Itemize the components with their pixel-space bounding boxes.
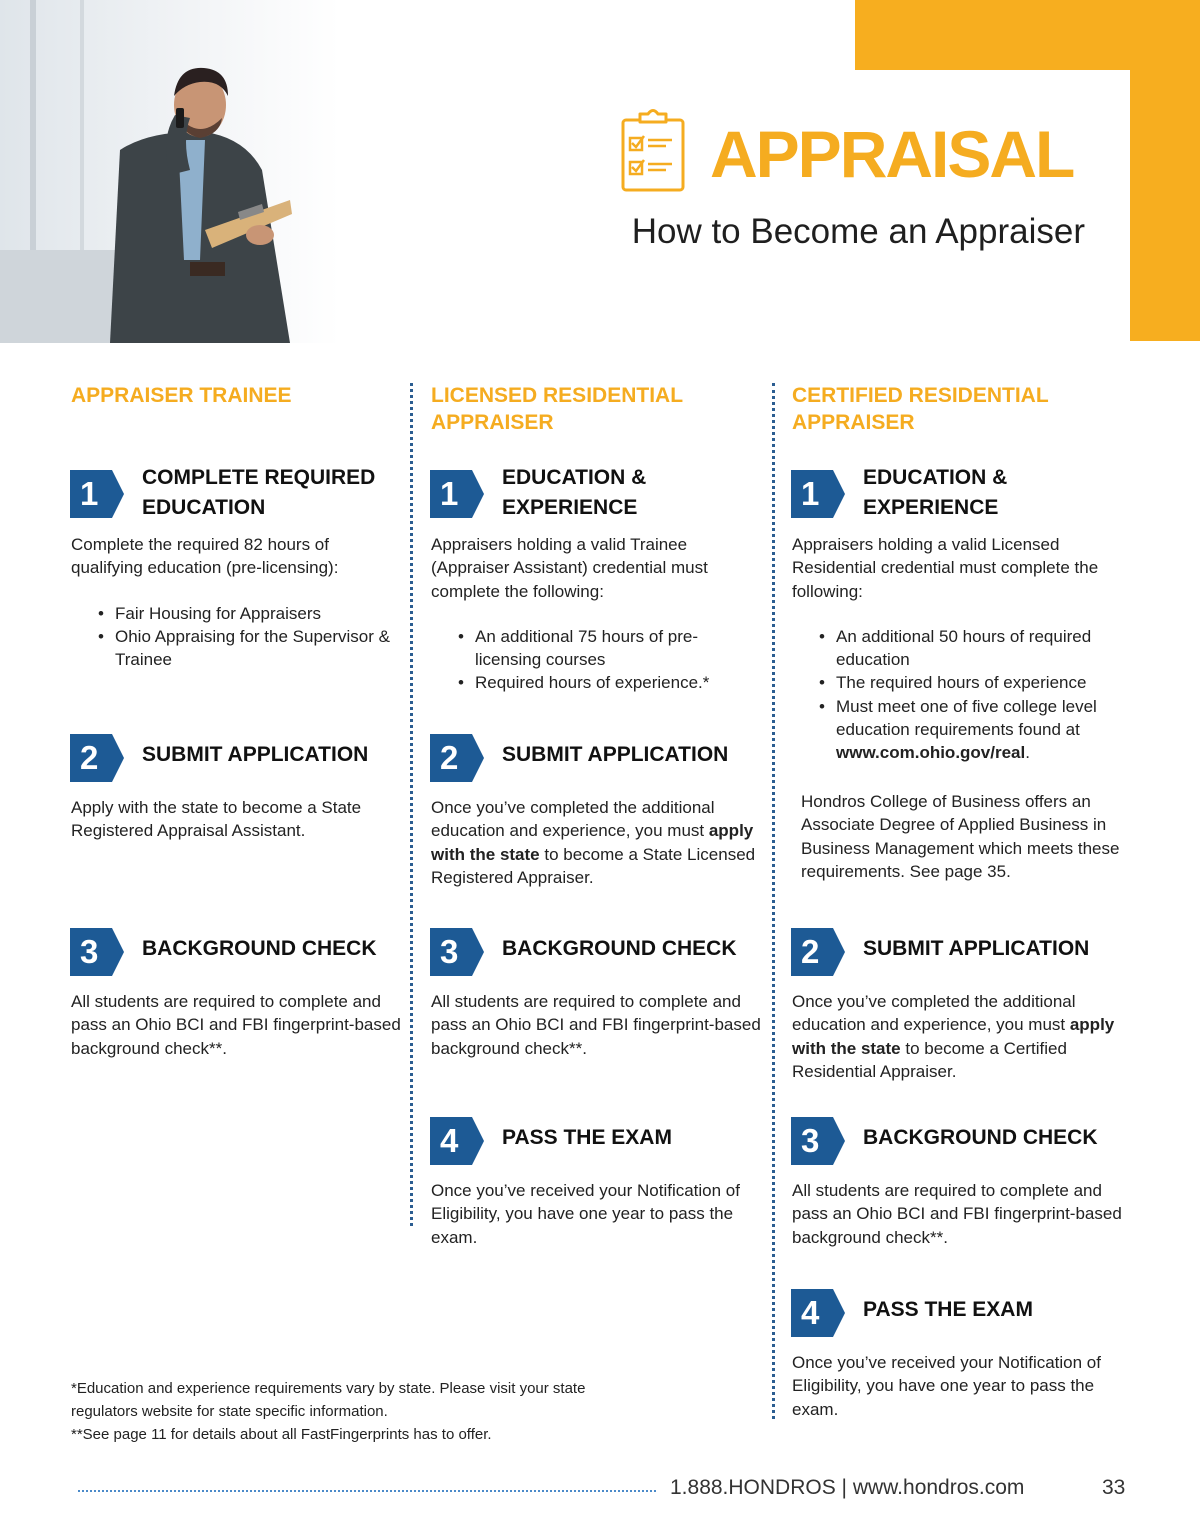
list-item: • The required hours of experience bbox=[819, 671, 1132, 694]
step-heading: BACKGROUND CHECK bbox=[502, 937, 737, 960]
page-number: 33 bbox=[1102, 1476, 1126, 1499]
footnote-education: *Education and experience requirements vary by state. Please visit your state bbox=[71, 1380, 586, 1397]
step-number-badge: 1 bbox=[430, 470, 484, 518]
footnote-education-cont: regulators website for state specific information. bbox=[71, 1403, 388, 1420]
step-heading: PASS THE EXAM bbox=[863, 1298, 1033, 1321]
step-heading: COMPLETE REQUIRED EDUCATION bbox=[142, 466, 376, 519]
step-number-badge: 2 bbox=[430, 734, 484, 782]
hondros-degree-note: Hondros College of Business offers an Associate Degree of Applied Business in Business Management which meets these requirements. See page 35. bbox=[801, 792, 1120, 881]
step-heading: BACKGROUND CHECK bbox=[142, 937, 377, 960]
list-item: • Fair Housing for Appraisers bbox=[98, 602, 391, 625]
step-heading: SUBMIT APPLICATION bbox=[863, 937, 1090, 960]
orange-accent-bar-side bbox=[1130, 0, 1200, 341]
step-heading: EDUCATION & EXPERIENCE bbox=[863, 466, 1008, 519]
list-item: • Must meet one of five college level education requirements found at www.com.ohio.gov/real. bbox=[819, 695, 1132, 765]
step-body: Once you’ve received your Notification of Eligibility, you have one year to pass the exam. bbox=[792, 1353, 1101, 1419]
step-heading: SUBMIT APPLICATION bbox=[142, 743, 369, 766]
bullet-list bbox=[819, 625, 1132, 765]
step-body: Appraisers holding a valid Licensed Residential credential must complete the following: • An additional 50 hours of required education • The required hours of experience • Must meet one of five college level education requirements found at www.com.ohio.gov/real. bbox=[792, 533, 1132, 765]
footnotes bbox=[71, 1377, 585, 1446]
step-number-badge: 1 bbox=[70, 470, 124, 518]
step-number-badge: 4 bbox=[791, 1289, 845, 1337]
step-number-badge: 4 bbox=[430, 1117, 484, 1165]
step-body: All students are required to complete and pass an Ohio BCI and FBI fingerprint-based background check**. bbox=[792, 1181, 1122, 1247]
column-title: CERTIFIED RESIDENTIAL APPRAISER bbox=[792, 384, 1049, 434]
step-heading: PASS THE EXAM bbox=[502, 1126, 672, 1149]
footnote-fingerprints: **See page 11 for details about all FastFingerprints has to offer. bbox=[71, 1426, 492, 1443]
footer-contact: 1.888.HONDROS | www.hondros.com bbox=[670, 1476, 1025, 1499]
page-title: APPRAISAL bbox=[710, 117, 1074, 191]
clipboard-checklist-icon bbox=[620, 108, 686, 194]
list-item: • An additional 75 hours of pre-licensing courses bbox=[458, 625, 761, 672]
column-divider bbox=[410, 383, 413, 1226]
hero-photo-appraiser bbox=[0, 0, 340, 343]
step-body: Once you’ve completed the additional education and experience, you must apply with the state to become a Certified Residential Appraiser. bbox=[792, 992, 1115, 1081]
step-heading: BACKGROUND CHECK bbox=[863, 1126, 1098, 1149]
step-body: Complete the required 82 hours of qualifying education (pre-licensing): • Fair Housing for Appraisers • Ohio Appraising for the Supervisor & Trainee bbox=[71, 533, 391, 671]
step-heading: EDUCATION & EXPERIENCE bbox=[502, 466, 647, 519]
list-item: • Required hours of experience.* bbox=[458, 671, 761, 694]
step-number-badge: 1 bbox=[791, 470, 845, 518]
step-number-badge: 3 bbox=[791, 1117, 845, 1165]
column-divider bbox=[772, 383, 775, 1419]
step-number-badge: 3 bbox=[430, 928, 484, 976]
bullet-list bbox=[98, 602, 391, 672]
step-number-badge: 2 bbox=[791, 928, 845, 976]
column-title: APPRAISER TRAINEE bbox=[71, 384, 292, 407]
step-number-badge: 3 bbox=[70, 928, 124, 976]
step-heading: SUBMIT APPLICATION bbox=[502, 743, 729, 766]
list-item: • An additional 50 hours of required education bbox=[819, 625, 1132, 672]
step-body: Once you’ve completed the additional education and experience, you must apply with the state to become a State Licensed Registered Appraiser. bbox=[431, 798, 756, 887]
page-subtitle: How to Become an Appraiser bbox=[631, 212, 1085, 251]
step-number-badge: 2 bbox=[70, 734, 124, 782]
step-body: Appraisers holding a valid Trainee (Appraiser Assistant) credential must complete the following: • An additional 75 hours of pre-licensing courses • Required hours of experience.* bbox=[431, 533, 761, 695]
column-title: LICENSED RESIDENTIAL APPRAISER bbox=[431, 384, 683, 434]
step-body: Apply with the state to become a State Registered Appraisal Assistant. bbox=[71, 798, 362, 841]
footer-dotted-rule bbox=[78, 1490, 656, 1492]
list-item: • Ohio Appraising for the Supervisor & Trainee bbox=[98, 625, 391, 672]
step-body: Once you’ve received your Notification of Eligibility, you have one year to pass the exam. bbox=[431, 1181, 740, 1247]
ohio-real-estate-link[interactable]: www.com.ohio.gov/real bbox=[836, 743, 1026, 763]
step-body: All students are required to complete and pass an Ohio BCI and FBI fingerprint-based background check**. bbox=[71, 992, 401, 1058]
bullet-list bbox=[458, 625, 761, 695]
step-body: All students are required to complete and pass an Ohio BCI and FBI fingerprint-based background check**. bbox=[431, 992, 761, 1058]
